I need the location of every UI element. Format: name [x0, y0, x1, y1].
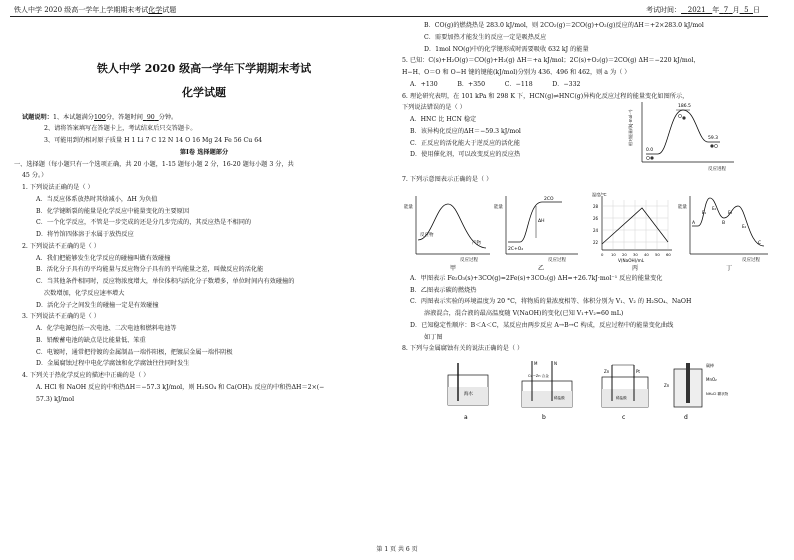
fig-c-pt: Pt: [636, 369, 640, 374]
exam-month: 7: [723, 6, 729, 14]
molecule-icon: [678, 115, 681, 118]
jia-caption: 甲: [450, 265, 457, 272]
exam-year: 2021: [687, 6, 706, 14]
instructions-line-2: 2、请将答案填写在答题卡上，考试结束后只交答题卡。: [44, 125, 197, 133]
fig-b-acid: 稀盐酸: [554, 396, 565, 400]
question-6-stem: 6. 理论研究表明，在 101 kPa 和 298 K 下，HCN(g)⇌HNC(g)异构化反应过程的能量变化如图所示，: [402, 92, 689, 100]
peak-value: 186.5: [678, 104, 691, 110]
figure-bing: [592, 191, 672, 272]
left-column: [14, 22, 394, 407]
jia-ylabel: 能量: [404, 205, 413, 210]
page-header-left: [14, 6, 176, 15]
x-axis-label: 反应进程: [708, 167, 726, 173]
question-2-option-c-cont: 次数增加，化学反应速率增大: [44, 289, 125, 297]
fig-d-paste: NH₄Cl 糊状物: [706, 392, 729, 396]
fig-b-n: N: [554, 361, 557, 366]
exam-subtitle: 化学试题: [182, 85, 226, 99]
question-1-option-a: A．当反应体系放热时其焓减小，ΔH 为负值: [36, 195, 158, 203]
fig-b-alloy: Cu−Zn 合金: [528, 374, 549, 378]
yi-xlabel: 反应过程: [548, 258, 566, 263]
header-suffix: 试题: [162, 6, 177, 14]
bing-caption: 丙: [632, 265, 639, 272]
molecule-icon: [646, 157, 649, 160]
ding-label-c: C: [758, 241, 762, 246]
question-6-stem-cont: 下列说法错误的是（ ）: [402, 104, 466, 112]
question-3-stem: 3. 下列说法不正确的是（ ）: [22, 313, 100, 321]
ding-label-a: A: [692, 221, 696, 226]
question-5-stem-cont: H−H、O＝O 和 O−H 键的键能(kJ/mol)分别为 436、496 和 462，则 a 为（ ）: [402, 69, 631, 76]
fig-d-carbon: 碳棒: [706, 363, 714, 368]
figure-c-corrosion: [602, 365, 648, 421]
ding-caption: 丁: [726, 265, 733, 272]
bing-xlabel: V(NaOH)/mL: [618, 258, 645, 263]
question-8-stem: 8. 下列与金属腐蚀有关的说法正确的是（ ）: [402, 345, 524, 353]
molecule-icon: [710, 145, 713, 148]
energy-curve: [646, 110, 720, 154]
fig-b-m: M: [534, 361, 538, 366]
figure-d-dry-cell: [664, 362, 729, 421]
question-2-option-c: C．当其他条件相同时，反应物浓度增大，单位体积内活化分子数增多，单位时间内有效碰撞的: [36, 278, 295, 285]
question-1-option-d: D．将竹馆四体溶于水属于放热反应: [36, 231, 134, 238]
question-3-option-b: B．铅酸蓄电池的缺点是比能量低、笨重: [36, 336, 146, 344]
question-6-option-a: A．HNC 比 HCN 稳定: [410, 116, 477, 123]
question-6-option-c: C．正反应的活化能大于逆反应的活化能: [410, 139, 520, 147]
fig-c-acid: 稀盐酸: [616, 396, 627, 400]
bing-ylabel: 温度/℃: [592, 192, 607, 197]
bing-xtick: 30: [633, 252, 638, 257]
instructions-line-3: 3、可能用到的相对原子质量 H 1 Li 7 C 12 N 14 O 16 Mg 24 Fe 56 Cu 64: [44, 137, 263, 144]
header-school-exam: 铁人中学 2020 级高一学年上学期期末考试: [14, 6, 149, 14]
page-footer: 第 1 页 共 6 页: [376, 546, 418, 553]
bing-ytick: 22: [593, 240, 599, 245]
question-2-option-b: B．活化分子具有的平均能量与反应物分子具有的平均能量之差，叫做反应的活化能: [36, 266, 264, 274]
fig-c-caption: c: [622, 414, 626, 421]
section-heading: 第Ⅰ卷 选择题部分: [179, 148, 229, 156]
exam-day: 5: [744, 6, 749, 14]
question-7-option-c-cont: 溶液混合，混合液的最高温度随 V(NaOH)的变化(已知 V₁+V₂=60 mL): [424, 310, 624, 317]
y-axis-label: 相对能量/(kJ·mol⁻¹): [628, 109, 633, 147]
question-3-option-c: C．电镀时，通常把待镀的金属制品一端作阳极，把镀层金属一端作阴极: [36, 348, 233, 356]
bing-xtick: 0: [601, 252, 604, 257]
product-level-value: 59.3: [708, 136, 719, 142]
bing-xtick: 40: [644, 252, 649, 257]
reactant-level-value: 0.0: [646, 148, 654, 154]
molecule-icon: [682, 117, 685, 120]
day-unit: 日: [753, 6, 760, 14]
ding-label-e3: E₃: [728, 210, 733, 215]
ding-label-b: B: [722, 221, 726, 226]
question-6-block: [402, 104, 782, 176]
figure-jia: [404, 196, 490, 272]
question-2-option-a: A．我们把能够发生化学反应的碰撞叫做有效碰撞: [36, 254, 171, 262]
bing-ytick: 26: [593, 216, 599, 221]
question-7-option-d: D．已知稳定性顺序：B＜A＜C，某反应由两步反应 A→B→C 构成，反应过程中的能量变化曲线: [410, 321, 674, 329]
header-divider: [10, 16, 768, 17]
question-7-figures: [402, 188, 772, 272]
question-2-option-d: D．活化分子之间发生的碰撞一定是有效碰撞: [36, 301, 159, 309]
jia-product-label: 产物: [472, 241, 481, 246]
ding-label-e4: E₄: [742, 224, 747, 229]
fig-a-seawater: 海水: [464, 392, 473, 397]
question-7-option-b: B．乙图表示碳的燃烧热: [410, 286, 477, 294]
question-5-options: A．+130 B．+350 C．−118 D．−332: [410, 80, 581, 88]
question-8-figures: [402, 357, 772, 427]
ding-curve: [692, 198, 764, 246]
question-3-option-d: D．金属腐蚀过程中电化学腐蚀和化学腐蚀往往同时发生: [36, 360, 190, 368]
molecule-icon: [714, 145, 717, 148]
question-4-option-c: C．需要加热才能发生的反应一定是吸热反应: [424, 33, 547, 41]
exam-time-label: 考试时间：: [646, 6, 682, 14]
header-subject: 化学: [148, 6, 163, 14]
question-4-option-a: A. HCl 和 NaOH 反应的中和热ΔH＝−57.3 kJ/mol，则 H₂SO₄ 和 Ca(OH)₂ 反应的中和热ΔH＝2×(−: [36, 383, 325, 391]
molecule-icon: [650, 157, 653, 160]
section-intro-cont: 45 分。）: [22, 172, 48, 180]
question-6-option-d: D．使用催化剂，可以改变反应的反应热: [410, 151, 521, 159]
yi-arrow-label: ΔH: [538, 219, 545, 224]
question-6-option-b: B．该异构化反应的ΔH＝−59.3 kJ/mol: [410, 127, 521, 135]
bing-ytick: 24: [593, 228, 599, 233]
question-1-stem: 1. 下列说法正确的是（ ）: [22, 184, 94, 191]
section-intro: 一、选择题（每小题只有一个选项正确，共 20 小题，1-15 题每小题 2 分，16-20 题每小题 3 分，共: [14, 160, 294, 168]
fig-c-zn: Zn: [604, 369, 610, 374]
question-2-stem: 2. 下列说法不正确的是（ ）: [22, 242, 100, 250]
ding-ylabel: 能量: [678, 205, 687, 210]
ding-label-e2: E₂: [712, 206, 717, 211]
fig-d-caption: d: [684, 414, 688, 421]
question-3-option-a: A．化学电源包括一次电池、二次电池和燃料电池等: [36, 325, 177, 332]
figure-b-corrosion: [522, 361, 572, 421]
fig-b-caption: b: [542, 414, 546, 421]
question-1-option-c: C．一个化学反应，不管是一步完成的还是分几步完成的，其反应热是不相同的: [36, 219, 252, 227]
question-7-option-a: A．甲图表示 Fe₂O₃(s)+3CO(g)=2Fe(s)+3CO₂(g) ΔH=+26.7kJ·mol⁻¹ 反应的能量变化: [410, 274, 663, 282]
ding-label-e1: E₁: [702, 210, 707, 215]
bing-grid: [602, 200, 668, 250]
yi-ylabel: 能量: [494, 205, 503, 210]
yi-caption: 乙: [538, 265, 545, 272]
fig-a-caption: a: [464, 414, 468, 421]
right-column: [402, 22, 782, 430]
bing-xtick: 50: [655, 252, 660, 257]
figure-yi: [494, 196, 578, 272]
bing-xtick: 60: [666, 252, 671, 257]
question-7-stem: 7. 下列示意图表示正确的是（ ）: [402, 176, 493, 184]
instructions-line-1: 试题说明：1、本试题满分100分，答题时间 90 分钟。: [22, 113, 178, 121]
question-5-stem: 5. 已知：C(s)+H₂O(g)＝CO(g)+H₂(g) ΔH＝+a kJ/mol；2C(s)+O₂(g)＝2CO(g) ΔH＝−220 kJ/mol，: [402, 57, 700, 65]
page-header-right: [646, 6, 760, 15]
month-unit: 月: [732, 6, 740, 14]
figure-ding: [678, 196, 768, 272]
question-7-option-d-cont: 如丁图: [424, 333, 443, 341]
question-4-stem: 4. 下列关于热化学反应的描述中正确的是（ ）: [22, 372, 150, 379]
exam-title: 铁人中学 2020 级高一学年下学期期末考试: [96, 62, 312, 75]
jia-xlabel: 反应过程: [460, 258, 478, 263]
bing-xtick: 10: [611, 252, 616, 257]
question-4-option-a-cont: 57.3) kJ/mol: [36, 395, 75, 403]
bing-ytick: 28: [593, 204, 599, 209]
question-4-option-b: B．CO(g)的燃烧热是 283.0 kJ/mol，则 2CO₂(g)＝2CO(g)+O₂(g)反应的ΔH＝+2×283.0 kJ/mol: [424, 22, 704, 29]
fig-d-mno2: MnO₂: [706, 377, 717, 382]
question-1-option-b: B．化学键断裂的能量是化学反应中能量变化的主要原因: [36, 207, 190, 215]
ding-xlabel: 反应过程: [742, 258, 760, 263]
question-6-energy-diagram: [628, 96, 738, 174]
bing-xtick: 20: [622, 252, 627, 257]
question-4-option-d: D．1mol NO(g)中的化学键形成时需要吸收 632 kJ 的能量: [424, 45, 589, 53]
yi-top-label: 2CO: [544, 197, 554, 202]
jia-reactant-label: 反应物: [420, 233, 434, 238]
question-7-option-c: C．丙图表示实验的环境温度为 20 °C，将物质的量浓度相等、体积分别为 V₁、V₂ 的 H₂SO₄、NaOH: [410, 298, 692, 306]
fig-d-zn: Zn: [664, 383, 670, 388]
yi-bottom-label: 2C+O₂: [508, 247, 524, 252]
year-unit: 年: [712, 6, 720, 14]
yi-curve: [508, 202, 562, 242]
figure-a-corrosion: [448, 363, 488, 421]
